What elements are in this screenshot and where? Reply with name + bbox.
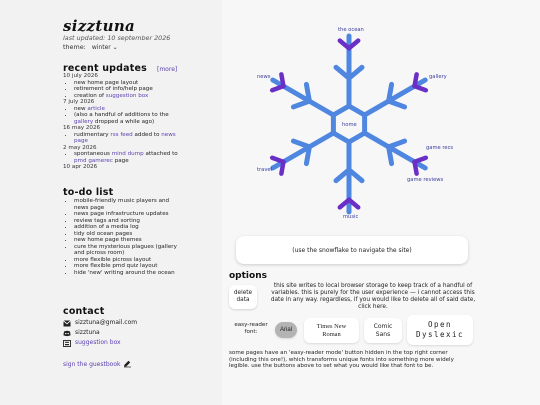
snowflake-tip[interactable]: [415, 74, 417, 86]
snowflake-branch[interactable]: [389, 147, 392, 164]
mind-dump-link[interactable]: mind dump: [111, 151, 144, 157]
pencil-icon: [123, 360, 132, 368]
update-text: page: [114, 157, 129, 164]
font-od-label: [416, 320, 464, 340]
nav-link-music[interactable]: music: [343, 214, 359, 220]
snowflake-branch[interactable]: [306, 84, 309, 101]
contact-email-row: [63, 318, 137, 328]
font-cs-label: [374, 323, 393, 338]
font-open-dyslexic-button[interactable]: [407, 315, 473, 345]
font-arial-label: Arial: [279, 327, 292, 333]
font-cs-line1: Comic: [373, 323, 393, 330]
options-heading: options: [229, 271, 267, 281]
site-title: sizztuna: [63, 17, 136, 35]
list-item: [74, 151, 183, 164]
discord-icon: [63, 330, 71, 337]
update-text: rudimentary: [74, 131, 109, 138]
list-item: • news page infrastructure updates: [74, 211, 183, 218]
nav-link-home[interactable]: home: [342, 122, 357, 128]
update-text: creation of: [74, 92, 105, 99]
list-item: [74, 132, 183, 145]
guestbook-text: sign the guestbook: [63, 360, 121, 368]
nav-link-news[interactable]: news: [257, 74, 271, 80]
theme-row: [63, 43, 118, 51]
mail-icon: [63, 320, 71, 327]
nav-link-gallery[interactable]: gallery: [429, 74, 447, 80]
snowflake-nav: [244, 22, 454, 222]
font-cs-line2: Sans: [375, 330, 391, 338]
snowflake-tip[interactable]: [272, 86, 283, 90]
list-item: • new home page layout: [74, 80, 183, 87]
todo-list: [63, 198, 183, 276]
font-tnr-line1: Times New: [316, 323, 347, 330]
nav-link-game-reviews[interactable]: game reviews: [407, 177, 444, 183]
list-item: • tidy old ocean pages: [74, 231, 183, 238]
nav-link-game-recs[interactable]: game recs: [426, 145, 454, 151]
contact-heading: contact: [63, 306, 105, 317]
snowflake-branch[interactable]: [293, 101, 309, 107]
last-updated: last updated: 10 september 2026: [63, 34, 171, 42]
suggestion-box-icon: [63, 340, 71, 347]
email-text: sizztuna@gmail.com: [75, 319, 138, 326]
update-text: (also a handful of additions to the: [74, 112, 169, 118]
todo-heading: to-do list: [63, 187, 114, 198]
contact-discord-row: [63, 328, 137, 338]
delete-data-description: this site writes to local browser storage to keep track of a handful of variables. this is purely for the user experience — i cannot access this date in any way. regardless, if you would like to delete all of said date, click here.: [270, 283, 476, 310]
snowflake-branch[interactable]: [293, 141, 309, 147]
snowflake-branch[interactable]: [389, 84, 392, 101]
list-item: • cure the mysterious plagues (gallery and picross room): [74, 244, 183, 257]
contact-list: [63, 318, 137, 348]
list-item: • review tags and sorting: [74, 218, 183, 225]
more-updates-link[interactable]: [more]: [157, 66, 178, 73]
update-text: spontaneous: [74, 151, 110, 157]
font-od-line1: Open: [427, 320, 453, 329]
update-date: 10 apr 2026: [63, 164, 98, 170]
list-item: • mobile-friendly music players and news page: [74, 198, 183, 211]
chevron-down-icon: ⌄: [112, 44, 118, 51]
suggestion-box-link[interactable]: suggestion box: [105, 92, 149, 99]
guestbook-link[interactable]: [63, 360, 132, 368]
contact-suggestion-row: [63, 338, 137, 348]
update-text: attached to: [145, 151, 178, 157]
list-item: • more flexible pmd quiz layout: [74, 263, 183, 270]
snowflake-branch[interactable]: [389, 101, 405, 107]
delete-data-button[interactable]: [229, 285, 257, 309]
list-item: [74, 112, 183, 125]
theme-select[interactable]: [92, 44, 118, 51]
nav-link-travel[interactable]: travel: [257, 167, 273, 173]
list-item: • addition of a media log: [74, 224, 183, 231]
list-item: • retirement of info/help page: [74, 86, 183, 93]
font-comic-sans-button[interactable]: [364, 318, 402, 343]
discord-text: sizztuna: [75, 329, 100, 336]
nav-hint-box: [236, 236, 468, 264]
update-date: 7 july 2026: [63, 99, 95, 105]
theme-label: theme:: [63, 43, 86, 51]
font-arial-button[interactable]: [275, 322, 297, 338]
snowflake-tip[interactable]: [281, 162, 283, 174]
font-od-line2: Dyslexic: [415, 330, 465, 339]
update-date: 2 may 2026: [63, 144, 97, 151]
update-text: dropped a while ago): [94, 118, 155, 125]
updates-list: [63, 73, 183, 171]
nav-link-the-ocean[interactable]: the ocean: [338, 27, 364, 33]
snowflake-branch[interactable]: [389, 141, 405, 147]
snowflake-tip[interactable]: [415, 158, 426, 162]
nav-hint-text: (use the snowflake to navigate the site): [292, 246, 412, 254]
easy-reader-description: some pages have an 'easy-reader mode' button hidden in the top right corner (including this one!), which transforms unique fonts into something more widely legible. use the buttons above to set what you would like that font to be.: [229, 350, 454, 369]
delete-data-label: delete data: [233, 290, 253, 303]
suggestion-box-contact-link[interactable]: suggestion box: [75, 339, 121, 346]
list-item: • more flexible picross layout: [74, 257, 183, 264]
update-date: 10 july 2026: [63, 73, 98, 79]
update-text: new: [74, 105, 86, 112]
font-times-new-roman-button[interactable]: [304, 318, 359, 343]
theme-value: winter: [91, 44, 111, 51]
recent-updates-heading: recent updates: [63, 63, 148, 74]
snowflake-branch[interactable]: [306, 147, 309, 164]
rss-feed-link[interactable]: rss feed: [110, 131, 133, 138]
news-page-link[interactable]: news page: [74, 131, 176, 144]
article-link[interactable]: article: [87, 105, 105, 112]
list-item: • new home page themes: [74, 237, 183, 244]
font-tnr-label: [317, 323, 346, 338]
font-tnr-line2: Roman: [322, 330, 341, 338]
gallery-link[interactable]: gallery: [74, 118, 94, 125]
update-date: 16 may 2026: [63, 125, 101, 131]
update-text: added to: [134, 131, 160, 138]
list-item: • hide 'new' writing around the ocean: [74, 270, 183, 277]
pmd-gamerec-link[interactable]: pmd gamerec: [74, 157, 113, 164]
easy-reader-font-label: easy-reader font:: [234, 322, 268, 335]
